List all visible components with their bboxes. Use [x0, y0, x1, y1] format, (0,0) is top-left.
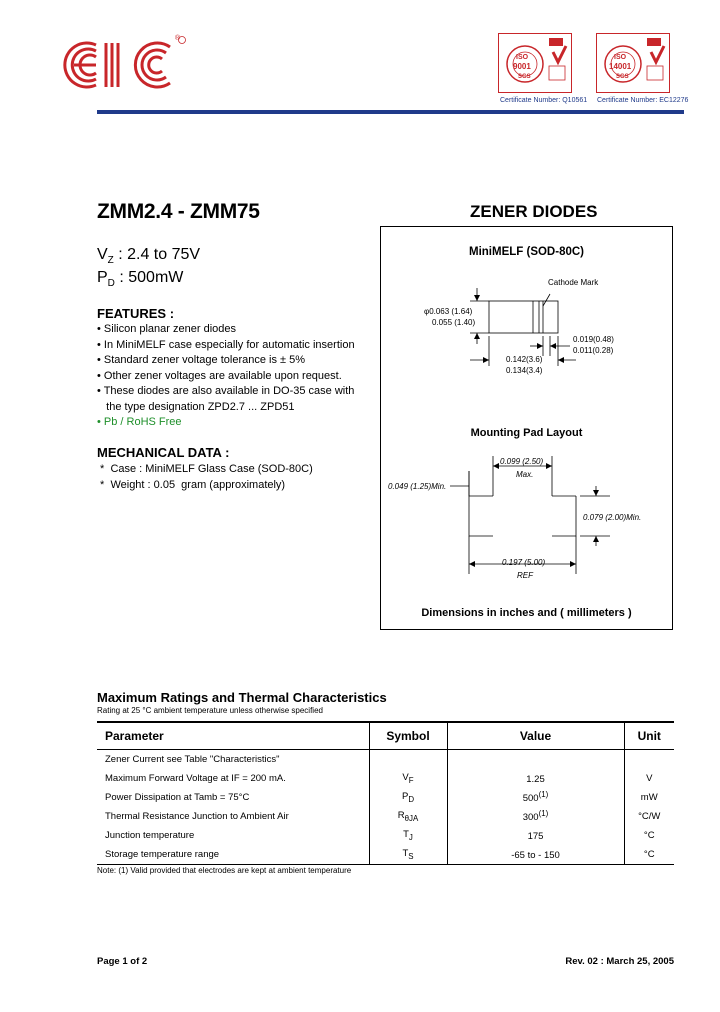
param-cell: Maximum Forward Voltage at IF = 200 mA.	[105, 773, 286, 784]
feature-item: • These diodes are also available in DO-35 case with	[97, 385, 355, 397]
feature-item: • Other zener voltages are available upon request.	[97, 369, 342, 382]
cert-number-1: Certificate Number: Q10561	[500, 97, 588, 104]
pd-symbol: P	[97, 269, 108, 286]
pad-gap-note: Max.	[516, 470, 534, 479]
mechanical-heading: MECHANICAL DATA :	[97, 445, 230, 460]
feature-item: • In MiniMELF case especially for automatic insertion	[97, 338, 355, 351]
param-cell: Power Dissipation at Tamb = 75°C	[105, 792, 250, 803]
len-min-label: 0.134(3.4)	[506, 366, 543, 375]
ratings-subtitle: Rating at 25 °C ambient temperature unless otherwise specified	[97, 706, 323, 715]
vz-value: : 2.4 to 75V	[113, 246, 201, 263]
mechanical-item: * Weight : 0.05 gram (approximately)	[97, 478, 286, 491]
pad-total-label: 0.197 (5.00)	[502, 558, 546, 567]
part-numbers: ZMM2.4 - ZMM75	[97, 200, 260, 223]
param-cell: Junction temperature	[105, 830, 195, 841]
iso-number-2: 14001	[609, 62, 632, 71]
table-row	[97, 750, 674, 770]
features-heading: FEATURES :	[97, 306, 175, 321]
symbol-cell: $P_D$	[369, 788, 447, 807]
package-title: MiniMELF (SOD-80C)	[469, 246, 584, 258]
ratings-note: Note: (1) Valid provided that electrodes are kept at ambient temperature	[97, 866, 352, 875]
cathode-mark-label: Cathode Mark	[548, 278, 599, 287]
mechanical-item: * Case : MiniMELF Glass Case (SOD-80C)	[97, 463, 313, 475]
col-symbol: Symbol	[369, 722, 447, 750]
features-list	[97, 322, 367, 431]
ratings-table	[97, 721, 674, 865]
eic-logo	[58, 35, 188, 95]
unit-cell: mW	[624, 788, 674, 807]
band-min-label: 0.011(0.28)	[573, 346, 614, 355]
feature-item: • Silicon planar zener diodes	[97, 323, 236, 335]
value-cell: 1.25	[447, 769, 624, 788]
symbol-cell: $V_F$	[369, 769, 447, 788]
cert-body-1: SGS	[518, 74, 531, 80]
unit-cell: V	[624, 769, 674, 788]
dia-max-label: φ0.063 (1.64)	[424, 307, 473, 316]
symbol-cell	[369, 750, 447, 770]
iso-number-1: 9001	[513, 62, 531, 71]
band-max-label: 0.019(0.48)	[573, 335, 614, 344]
feature-item: • Standard zener voltage tolerance is ± 5%	[97, 354, 306, 366]
pad-width-label: 0.049 (1.25)Min.	[388, 482, 447, 491]
symbol-cell: $T_S$	[369, 845, 447, 865]
feature-item-rohs: • Pb / RoHS Free	[97, 416, 182, 428]
col-value: Value	[447, 722, 624, 750]
unit-cell	[624, 750, 674, 770]
iso14001-badge	[596, 33, 670, 93]
pd-sub: D	[107, 278, 115, 290]
pad-gap-label: 0.099 (2.50)	[500, 457, 544, 466]
len-max-label: 0.142(3.6)	[506, 355, 543, 364]
value-cell: -65 to - 150	[447, 845, 624, 865]
value-cell: 300$^{(1)}$	[447, 807, 624, 826]
header-divider	[97, 110, 684, 114]
cert-number-2: Certificate Number: EC12276	[597, 97, 689, 104]
dimensions-note: Dimensions in inches and ( millimeters )	[421, 607, 632, 619]
symbol-cell: $T_J$	[369, 826, 447, 845]
unit-cell: °C	[624, 845, 674, 865]
ratings-title: Maximum Ratings and Thermal Characteristics	[97, 690, 387, 705]
vz-sub: Z	[107, 255, 114, 267]
param-cell: Storage temperature range	[97, 845, 369, 865]
vz-spec	[97, 246, 200, 266]
unit-cell: °C	[624, 826, 674, 845]
table-row	[97, 845, 674, 865]
device-category: ZENER DIODES	[470, 202, 598, 221]
pad-layout-title: Mounting Pad Layout	[470, 427, 583, 439]
table-row	[97, 826, 674, 845]
unit-cell: °C/W	[624, 807, 674, 826]
vz-symbol: V	[97, 246, 108, 263]
table-row	[97, 807, 674, 826]
registered-mark: ®	[175, 35, 181, 42]
value-cell: 500$^{(1)}$	[447, 788, 624, 807]
mechanical-list	[97, 462, 313, 493]
pad-height-label: 0.079 (2.00)Min.	[583, 513, 642, 522]
table-header-row	[97, 722, 674, 750]
value-cell: 175	[447, 826, 624, 845]
col-parameter: Parameter	[97, 722, 369, 750]
pd-value: : 500mW	[114, 269, 184, 286]
feature-item: the type designation ZPD2.7 ... ZPD51	[97, 400, 295, 413]
symbol-cell: $R_{\theta JA}$	[369, 807, 447, 826]
value-cell	[447, 750, 624, 770]
iso-label-1: ISO	[516, 54, 529, 61]
table-row	[97, 769, 674, 788]
cert-body-2: SGS	[616, 74, 629, 80]
table-row	[97, 788, 674, 807]
page-number: Page 1 of 2	[97, 956, 148, 967]
pd-spec	[97, 269, 183, 289]
iso9001-badge	[498, 33, 572, 93]
revision-date: Rev. 02 : March 25, 2005	[565, 956, 674, 967]
col-unit: Unit	[624, 722, 674, 750]
pad-total-note: REF	[517, 571, 533, 580]
dia-min-label: 0.055 (1.40)	[432, 318, 476, 327]
iso-label-2: ISO	[614, 54, 627, 61]
param-cell: Zener Current see Table "Characteristics"	[105, 754, 280, 765]
param-cell: Thermal Resistance Junction to Ambient Air	[105, 811, 289, 822]
package-drawing	[380, 226, 673, 630]
